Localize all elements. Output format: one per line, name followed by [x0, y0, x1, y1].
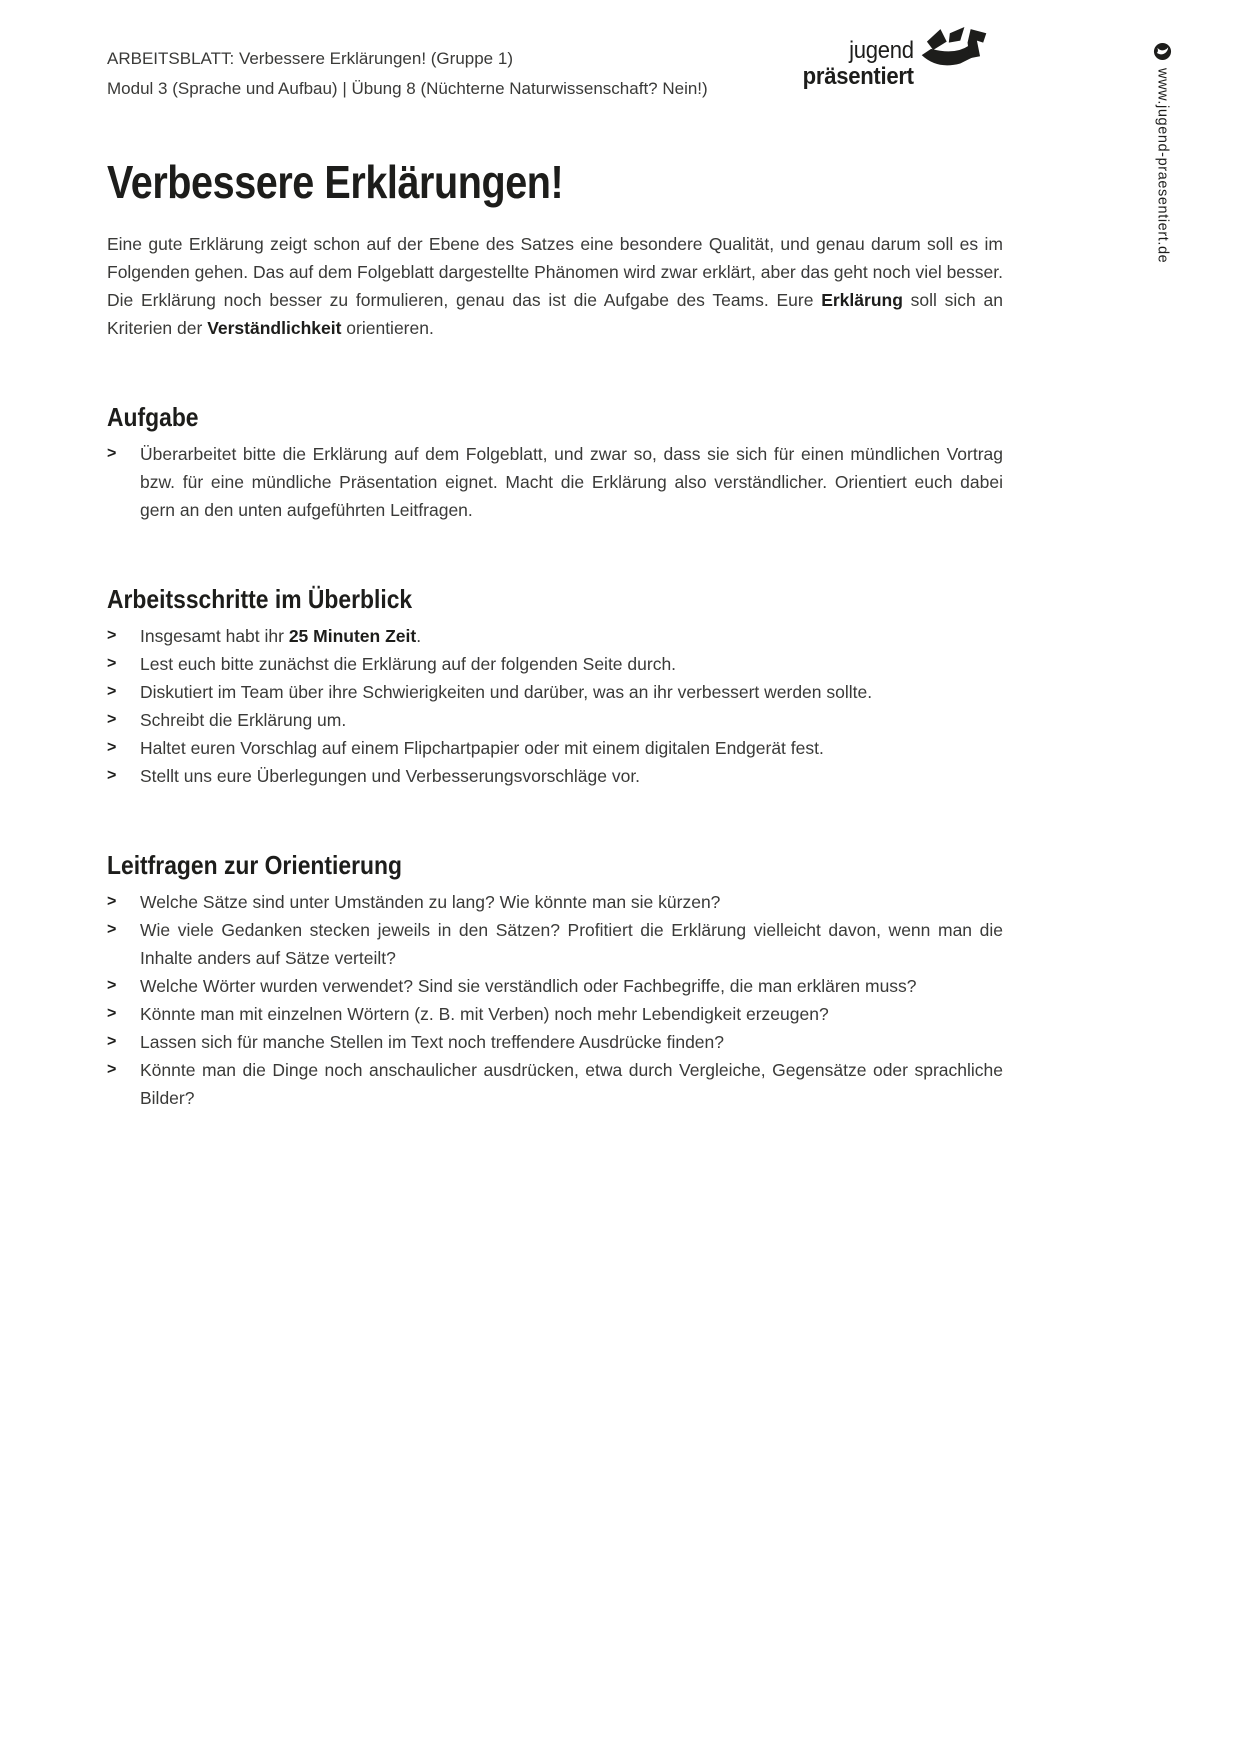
- intro-paragraph: [107, 230, 1003, 342]
- list-item: [107, 888, 1003, 916]
- list-item-text: [140, 734, 1003, 762]
- list-bullet: >: [107, 767, 117, 784]
- list-item: [107, 972, 1003, 1000]
- text-segment: Schreibt die Erklärung um.: [140, 710, 347, 730]
- globe-icon: [1153, 42, 1172, 61]
- list-item: [107, 706, 1003, 734]
- list-item-text: [140, 888, 1003, 916]
- list-bullet: >: [107, 921, 117, 938]
- section-heading-aufgabe: Aufgabe: [107, 402, 199, 432]
- list-bullet: >: [107, 1033, 117, 1050]
- section-aufgabe: [107, 402, 1003, 524]
- list-bullet: >: [107, 683, 117, 700]
- website-url: www.jugend-praesentiert.de: [1154, 68, 1171, 264]
- text-segment: Könnte man die Dinge noch anschaulicher ausdrücken, etwa durch Vergleiche, Gegensätze oder sprachliche Bilder?: [140, 1060, 1003, 1108]
- list-item-text: [140, 972, 1003, 1000]
- list-bullet: >: [107, 977, 117, 994]
- list-bullet: >: [107, 445, 117, 462]
- list-item: [107, 916, 1003, 972]
- list-item-text: [140, 1056, 1003, 1112]
- list-item-text: [140, 1028, 1003, 1056]
- page-title: Verbessere Erklärungen!: [107, 156, 564, 208]
- brand-logo-word2: präsentiert: [802, 63, 914, 90]
- list-bullet: >: [107, 711, 117, 728]
- list-item: [107, 678, 1003, 706]
- list-item-text: [140, 678, 1003, 706]
- list-item: [107, 762, 1003, 790]
- text-segment: Eine gute Erklärung zeigt schon auf der Ebene des Satzes eine besondere Qualität, und genau darum soll es im Folgenden gehen. Das auf dem Folgeblatt dargestellte Phänomen wird zwar erklärt, aber das geht noch viel besser. Die Erklärung noch besser zu formulieren, genau das ist die Aufgabe des Teams. Eure: [107, 234, 1003, 310]
- header-line1: ARBEITSBLATT: Verbessere Erklärungen! (Gruppe 1): [107, 49, 513, 68]
- text-segment: .: [416, 626, 422, 646]
- list-item-text: [140, 1000, 1003, 1028]
- section-heading-leitfragen: Leitfragen zur Orientierung: [107, 850, 402, 880]
- arbeitsschritte-list: [107, 622, 1003, 790]
- list-bullet: >: [107, 655, 117, 672]
- list-item-text: [140, 706, 1003, 734]
- text-segment: Diskutiert im Team über ihre Schwierigkeiten und darüber, was an ihr verbessert werden sollte.: [140, 682, 873, 702]
- list-bullet: >: [107, 893, 117, 910]
- text-segment: orientieren.: [341, 318, 434, 338]
- leitfragen-list: [107, 888, 1003, 1112]
- text-segment: Stellt uns eure Überlegungen und Verbesserungsvorschläge vor.: [140, 766, 641, 786]
- text-segment: Haltet euren Vorschlag auf einem Flipchartpapier oder mit einem digitalen Endgerät fest.: [140, 738, 824, 758]
- header-line2: Modul 3 (Sprache und Aufbau) | Übung 8 (Nüchterne Naturwissenschaft? Nein!): [107, 79, 708, 98]
- list-item: [107, 1000, 1003, 1028]
- text-segment: Überarbeitet bitte die Erklärung auf dem Folgeblatt, und zwar so, dass sie sich für einen mündlichen Vortrag bzw. für eine mündliche Präsentation eignet. Macht die Erklärung also verständlicher. Orientiert euch dabei gern an den unten aufgeführten Leitfragen.: [140, 444, 1003, 520]
- list-item-text: [140, 650, 1003, 678]
- bold-text: Verständlichkeit: [207, 318, 342, 338]
- list-item: [107, 622, 1003, 650]
- list-item-text: [140, 916, 1003, 972]
- list-item: [107, 650, 1003, 678]
- list-item: [107, 1056, 1003, 1112]
- aufgabe-list: [107, 440, 1003, 524]
- list-item-text: [140, 762, 1003, 790]
- list-item: [107, 1028, 1003, 1056]
- section-heading-arbeitsschritte: Arbeitsschritte im Überblick: [107, 584, 413, 614]
- section-arbeitsschritte: [107, 584, 1003, 790]
- text-segment: Welche Sätze sind unter Umständen zu lang? Wie könnte man sie kürzen?: [140, 892, 721, 912]
- brand-logo-word1: jugend: [849, 37, 914, 64]
- section-leitfragen: [107, 850, 1003, 1112]
- text-segment: Wie viele Gedanken stecken jeweils in den Sätzen? Profitiert die Erklärung vielleicht davon, wenn man die Inhalte anders auf Sätze verteilt?: [140, 920, 1003, 968]
- text-segment: Lassen sich für manche Stellen im Text noch treffendere Ausdrücke finden?: [140, 1032, 725, 1052]
- text-segment: soll sich an Kriterien der: [107, 290, 1003, 338]
- text-segment: Lest euch bitte zunächst die Erklärung auf der folgenden Seite durch.: [140, 654, 677, 674]
- list-bullet: >: [107, 1005, 117, 1022]
- text-segment: Welche Wörter wurden verwendet? Sind sie verständlich oder Fachbegriffe, die man erklären muss?: [140, 976, 917, 996]
- list-item-text: [140, 622, 1003, 650]
- list-item: [107, 440, 1003, 524]
- list-bullet: >: [107, 739, 117, 756]
- list-bullet: >: [107, 1061, 117, 1078]
- sidebar-url-block: [1153, 42, 1172, 263]
- list-item-text: [140, 440, 1003, 524]
- bold-text: 25 Minuten Zeit: [288, 626, 417, 646]
- text-segment: Insgesamt habt ihr: [140, 626, 289, 646]
- list-item: [107, 734, 1003, 762]
- text-segment: Könnte man mit einzelnen Wörtern (z. B. mit Verben) noch mehr Lebendigkeit erzeugen?: [140, 1004, 829, 1024]
- list-bullet: >: [107, 627, 117, 644]
- bold-text: Erklärung: [821, 290, 903, 310]
- document-header: [107, 0, 1003, 104]
